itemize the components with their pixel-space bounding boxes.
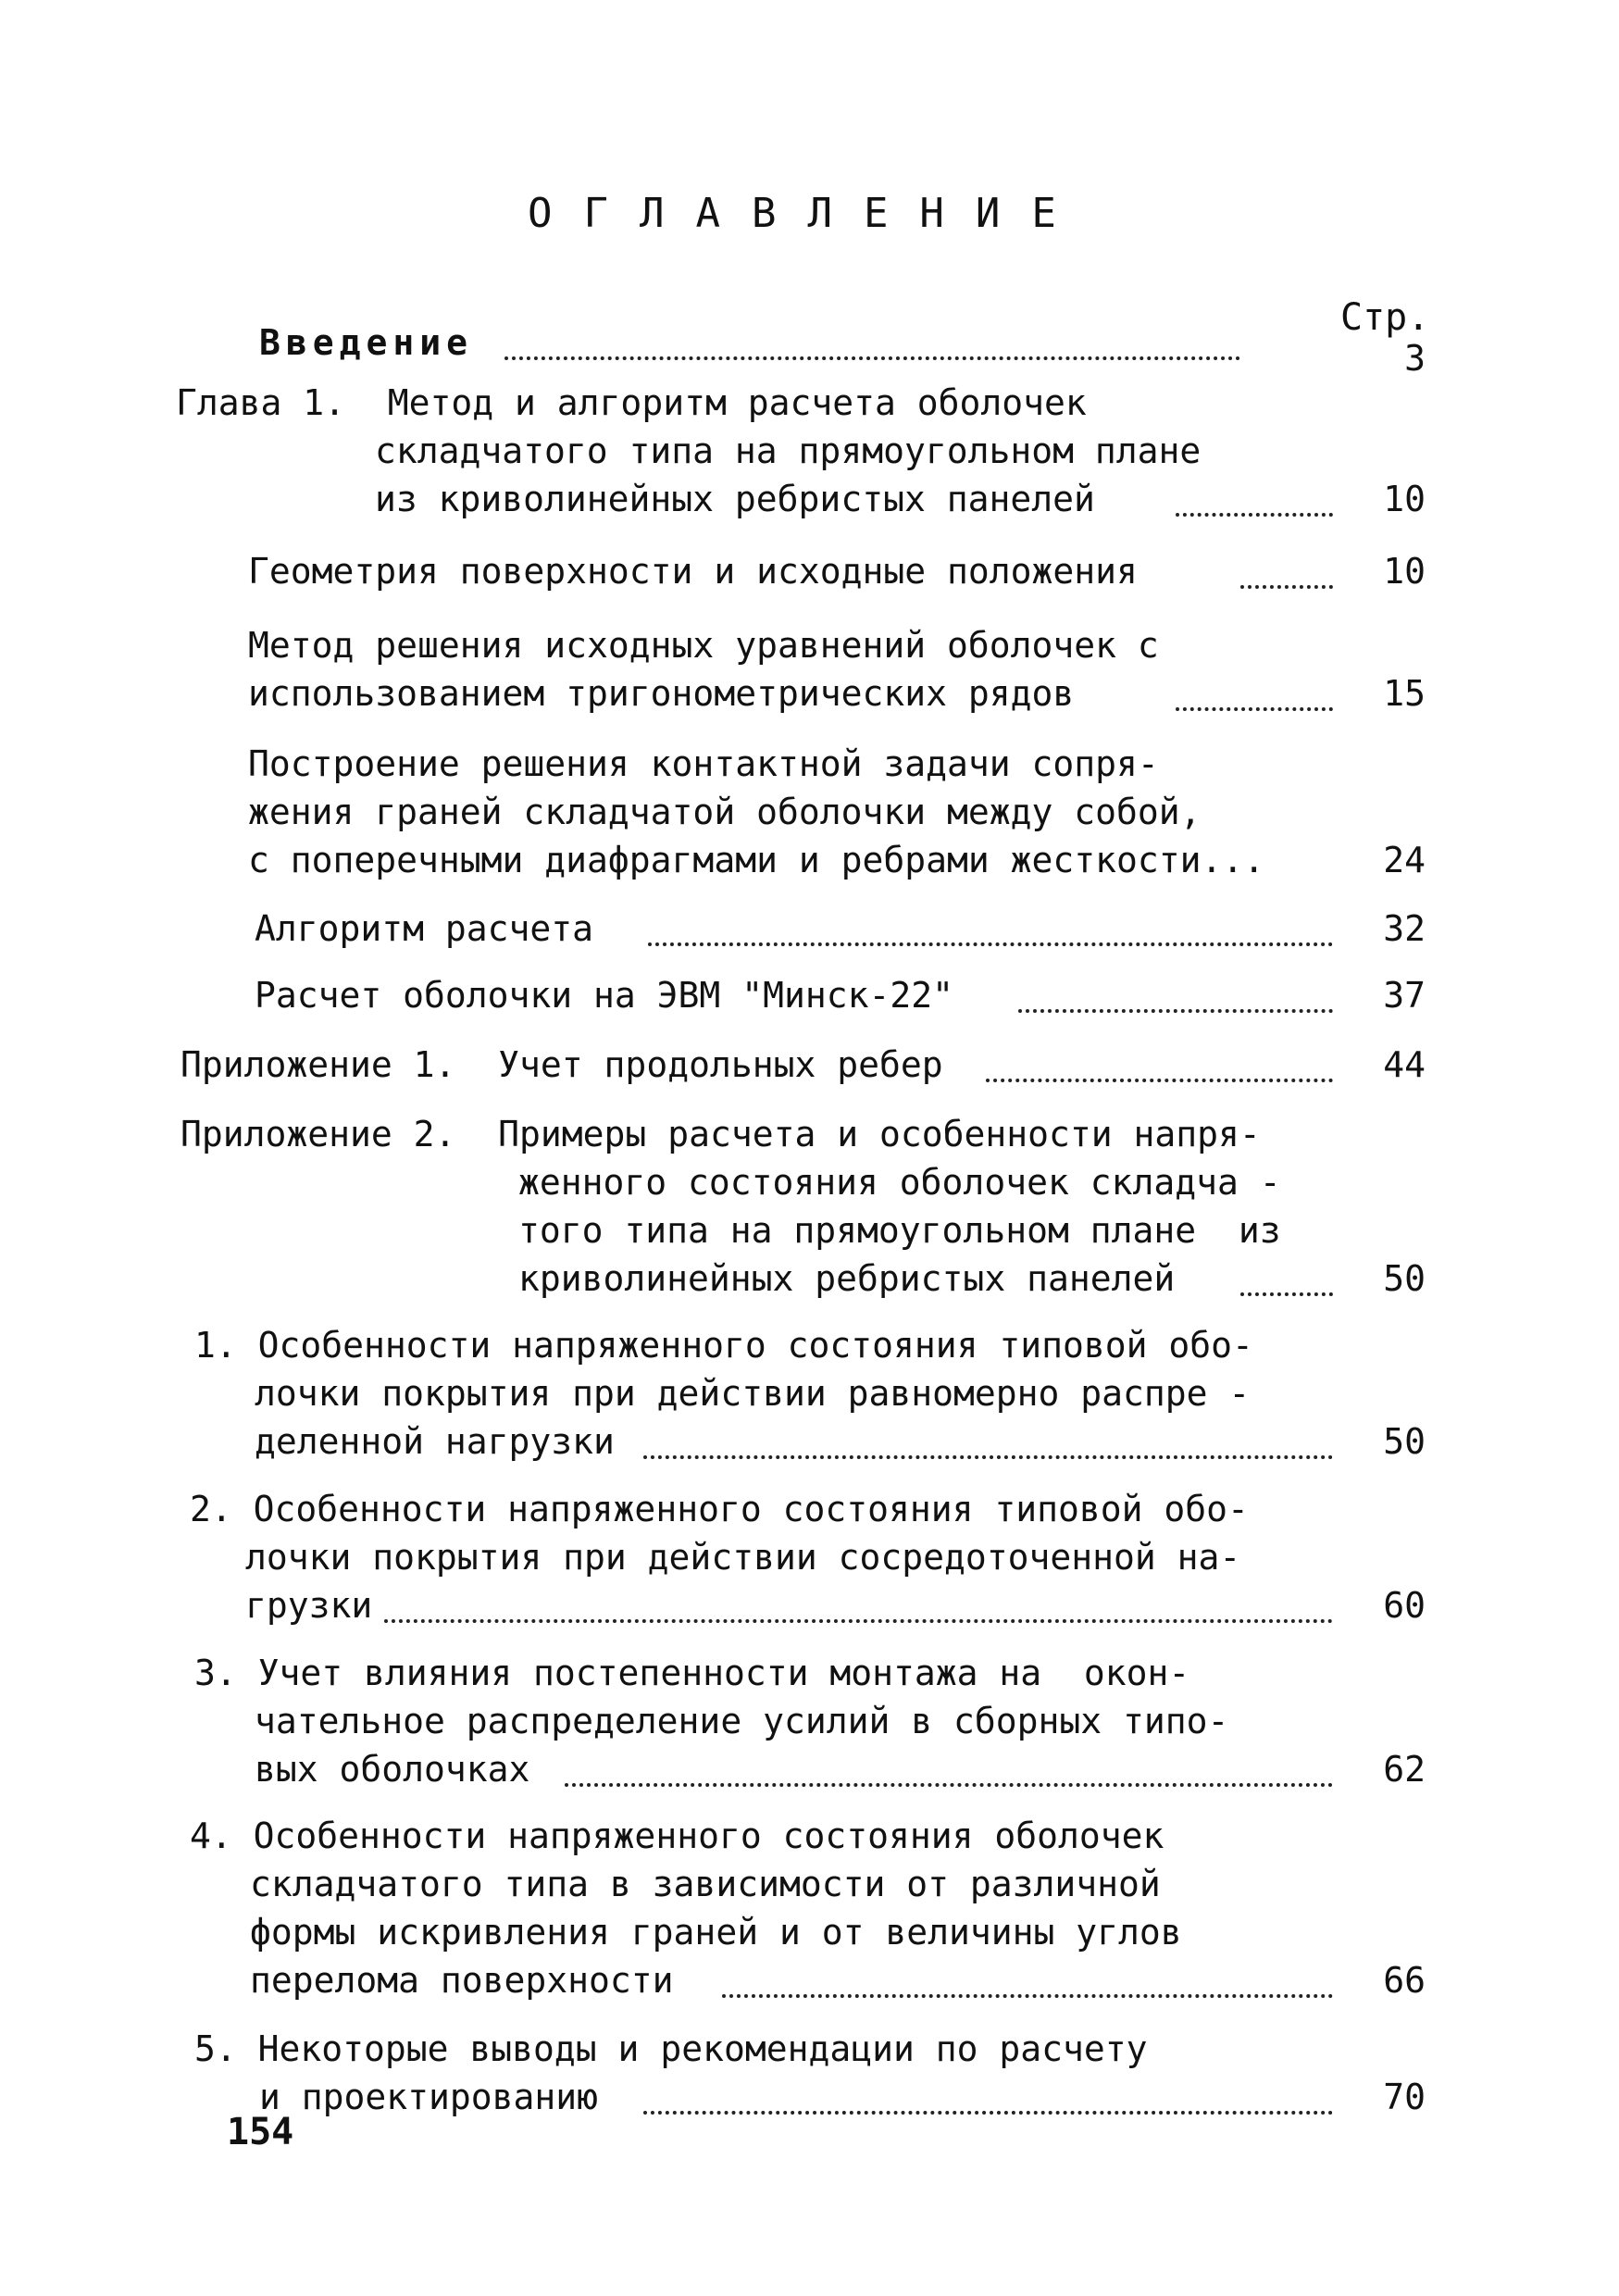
toc-entry-geometry: Геометрия поверхности и исходные положения bbox=[248, 551, 1138, 592]
toc-entry-section3-line: чательное распределение усилий в сборных типо- bbox=[255, 1701, 1229, 1741]
page-ref: 32 bbox=[1383, 908, 1426, 949]
toc-entry-introduction: Введение bbox=[259, 322, 474, 363]
page-ref: 15 bbox=[1383, 673, 1426, 714]
toc-entry-section1-line: деленной нагрузки bbox=[255, 1421, 615, 1462]
toc-entry-section5-line: 5. Некоторые выводы и рекомендации по расчету bbox=[194, 2028, 1148, 2069]
toc-entry-computation: Расчет оболочки на ЭВМ "Минск-22" bbox=[255, 975, 953, 1016]
dot-leader bbox=[986, 1079, 1333, 1082]
dot-leader bbox=[384, 1619, 1333, 1623]
toc-entry-section4-line: складчатого типа в зависимости от различной bbox=[250, 1864, 1161, 1904]
toc-entry-section2-line: 2. Особенности напряженного состояния типовой обо- bbox=[190, 1489, 1249, 1529]
toc-entry-contact-problem: с поперечными диафрагмами и ребрами жесткости... bbox=[248, 840, 1265, 880]
dot-leader bbox=[504, 356, 1240, 360]
page-ref: 10 bbox=[1383, 479, 1426, 519]
dot-leader bbox=[1240, 1292, 1333, 1296]
toc-entry-section1-line: лочки покрытия при действии равномерно распре - bbox=[255, 1373, 1251, 1414]
page-column-label: Стр. bbox=[1340, 296, 1430, 339]
toc-entry-algorithm: Алгоритм расчета bbox=[255, 908, 594, 949]
toc-entry-contact-problem: жения граней складчатой оболочки между собой, bbox=[248, 792, 1202, 832]
toc-entry-chapter1-line: складчатого типа на прямоугольном плане bbox=[375, 430, 1202, 471]
toc-entry-section2-line: лочки покрытия при действии сосредоточенной на- bbox=[245, 1537, 1241, 1578]
toc-entry-section5-line: и проектированию bbox=[259, 2077, 599, 2117]
toc-entry-appendix2-line: женного состояния оболочек складча - bbox=[518, 1162, 1281, 1203]
dot-leader bbox=[722, 1994, 1333, 1998]
page-ref: 50 bbox=[1383, 1421, 1426, 1462]
page-ref: 60 bbox=[1383, 1585, 1426, 1626]
toc-entry-appendix1: Приложение 1. Учет продольных ребер bbox=[181, 1044, 943, 1085]
toc-entry-section4-line: 4. Особенности напряженного состояния оболочек bbox=[190, 1816, 1164, 1856]
page-ref: 10 bbox=[1383, 551, 1426, 592]
toc-heading: ОГЛАВЛЕНИЕ bbox=[528, 190, 1088, 237]
toc-entry-appendix2-line: Приложение 2. Примеры расчета и особенности напря- bbox=[181, 1114, 1261, 1154]
page-ref: 24 bbox=[1383, 840, 1426, 880]
toc-entry-section1-line: 1. Особенности напряженного состояния типовой обо- bbox=[194, 1325, 1253, 1366]
toc-entry-section2-line: грузки bbox=[245, 1585, 373, 1626]
toc-entry-appendix2-line: криволинейных ребристых панелей bbox=[518, 1258, 1176, 1299]
page-ref: 50 bbox=[1383, 1258, 1426, 1299]
page-ref: 44 bbox=[1383, 1044, 1426, 1085]
dot-leader bbox=[1176, 513, 1333, 517]
page-ref: 37 bbox=[1383, 975, 1426, 1016]
toc-entry-appendix2-line: того типа на прямоугольном плане из bbox=[518, 1210, 1281, 1251]
page-ref: 66 bbox=[1383, 1960, 1426, 2001]
page-ref: 3 bbox=[1404, 338, 1426, 379]
dot-leader bbox=[1240, 585, 1333, 589]
toc-entry-section3-line: 3. Учет влияния постепенности монтажа на окон- bbox=[194, 1653, 1190, 1693]
toc-entry-chapter1-line: Глава 1. Метод и алгоритм расчета оболочек bbox=[176, 382, 1087, 423]
dot-leader bbox=[648, 942, 1333, 946]
dot-leader bbox=[643, 2111, 1333, 2115]
toc-entry-section3-line: вых оболочках bbox=[255, 1749, 530, 1790]
toc-entry-chapter1-line: из криволинейных ребристых панелей bbox=[375, 479, 1095, 519]
toc-entry-contact-problem: Построение решения контактной задачи сопря- bbox=[248, 743, 1159, 784]
dot-leader bbox=[1018, 1009, 1333, 1013]
toc-entry-section4-line: перелома поверхности bbox=[250, 1960, 674, 2001]
dot-leader bbox=[643, 1455, 1333, 1459]
dot-leader bbox=[565, 1783, 1333, 1787]
toc-entry-method: Метод решения исходных уравнений оболочек с bbox=[248, 625, 1159, 666]
toc-entry-method: использованием тригонометрических рядов bbox=[248, 673, 1075, 714]
toc-entry-section4-line: формы искривления граней и от величины углов bbox=[250, 1912, 1182, 1953]
page-number: 154 bbox=[227, 2111, 294, 2153]
dot-leader bbox=[1176, 707, 1333, 711]
page-ref: 70 bbox=[1383, 2077, 1426, 2117]
page-ref: 62 bbox=[1383, 1749, 1426, 1790]
